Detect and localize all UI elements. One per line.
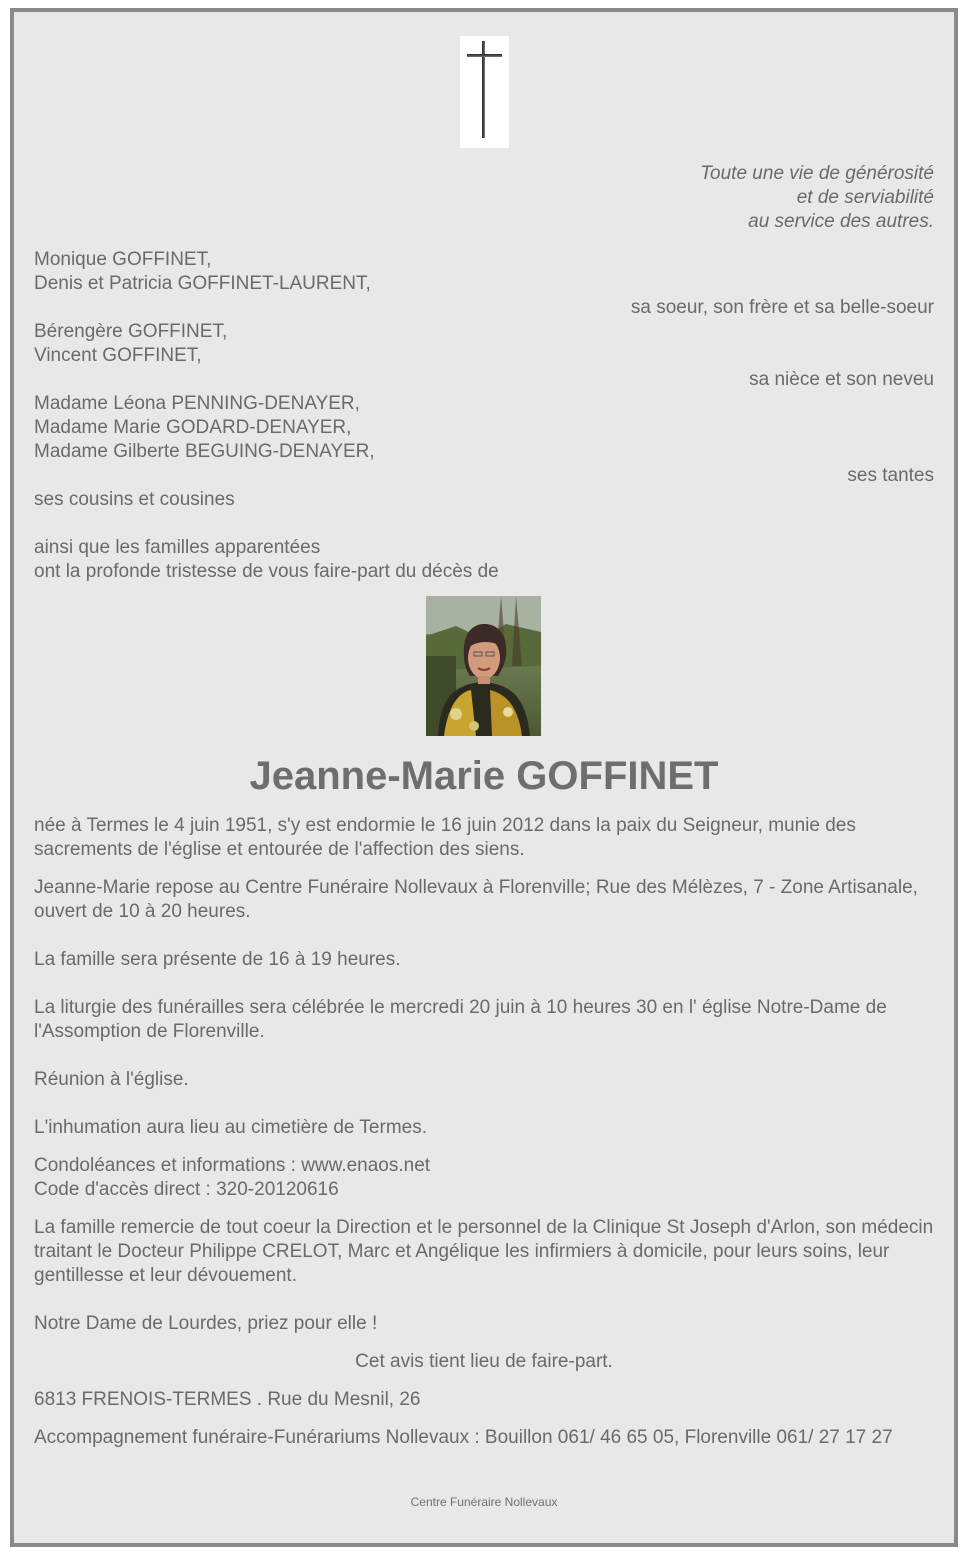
quote-line-2: et de serviabilité xyxy=(796,187,934,208)
cross-icon xyxy=(460,36,509,148)
funeral-services-paragraph: Accompagnement funéraire-Funérariums Nollevaux : Bouillon 061/ 46 65 05, Florenville 061/ 27 17 27 xyxy=(34,1427,893,1448)
family-presence-line: La famille sera présente de 16 à 19 heures. xyxy=(34,949,401,970)
cousins-line: ses cousins et cousines xyxy=(34,489,235,510)
meeting-line: Réunion à l'église. xyxy=(34,1069,189,1090)
resting-place-paragraph: Jeanne-Marie repose au Centre Funéraire Nollevaux à Florenville; Rue des Mélèzes, 7 - Zone Artisanale, ouvert de 10 à 20 heures. xyxy=(34,877,918,922)
family-relation: sa soeur, son frère et sa belle-soeur xyxy=(630,297,934,318)
family-relation: ses tantes xyxy=(847,465,934,486)
liturgy-paragraph: La liturgie des funérailles sera célébrée le mercredi 20 juin à 10 heures 30 en l' église Notre-Dame de l'Assomption de Florenville. xyxy=(34,997,887,1042)
thanks-paragraph: La famille remercie de tout coeur la Direction et le personnel de la Clinique St Joseph d'Arlon, son médecin traitant le Docteur Philippe CRELOT, Marc et Angélique les infirmiers à domicile, pour leurs soins, leur gentillesse et leur dévouement. xyxy=(34,1217,934,1286)
notice-line: Cet avis tient lieu de faire-part. xyxy=(355,1351,613,1372)
access-code-line: Code d'accès direct : 320-20120616 xyxy=(34,1179,339,1200)
announcement-line: ont la profonde tristesse de vous faire-part du décès de xyxy=(34,561,499,582)
deceased-name: Jeanne-Marie GOFFINET xyxy=(249,754,719,798)
family-name: Madame Léona PENNING-DENAYER, xyxy=(34,393,360,414)
condolences-line: Condoléances et informations : www.enaos.net xyxy=(34,1155,431,1176)
address-line: 6813 FRENOIS-TERMES . Rue du Mesnil, 26 xyxy=(34,1389,421,1410)
family-name: Vincent GOFFINET, xyxy=(34,345,202,366)
portrait-photo xyxy=(426,596,541,736)
quote-line-1: Toute une vie de générosité xyxy=(700,163,934,184)
family-name: Denis et Patricia GOFFINET-LAURENT, xyxy=(34,273,371,294)
burial-line: L'inhumation aura lieu au cimetière de Termes. xyxy=(34,1117,427,1138)
footer-credit: Centre Funéraire Nollevaux xyxy=(410,1495,558,1509)
quote-line-3: au service des autres. xyxy=(748,211,934,232)
families-line: ainsi que les familles apparentées xyxy=(34,537,321,558)
obituary-card xyxy=(10,8,958,1547)
family-name: Monique GOFFINET, xyxy=(34,249,212,270)
family-relation: sa nièce et son neveu xyxy=(749,369,934,390)
family-name: Madame Gilberte BEGUING-DENAYER, xyxy=(34,441,375,462)
family-name: Bérengère GOFFINET, xyxy=(34,321,228,342)
birth-paragraph: née à Termes le 4 juin 1951, s'y est endormie le 16 juin 2012 dans la paix du Seigneur, munie des sacrements de l'église et entourée de l'affection des siens. xyxy=(34,815,856,860)
prayer-line: Notre Dame de Lourdes, priez pour elle ! xyxy=(34,1313,378,1334)
family-name: Madame Marie GODARD-DENAYER, xyxy=(34,417,352,438)
